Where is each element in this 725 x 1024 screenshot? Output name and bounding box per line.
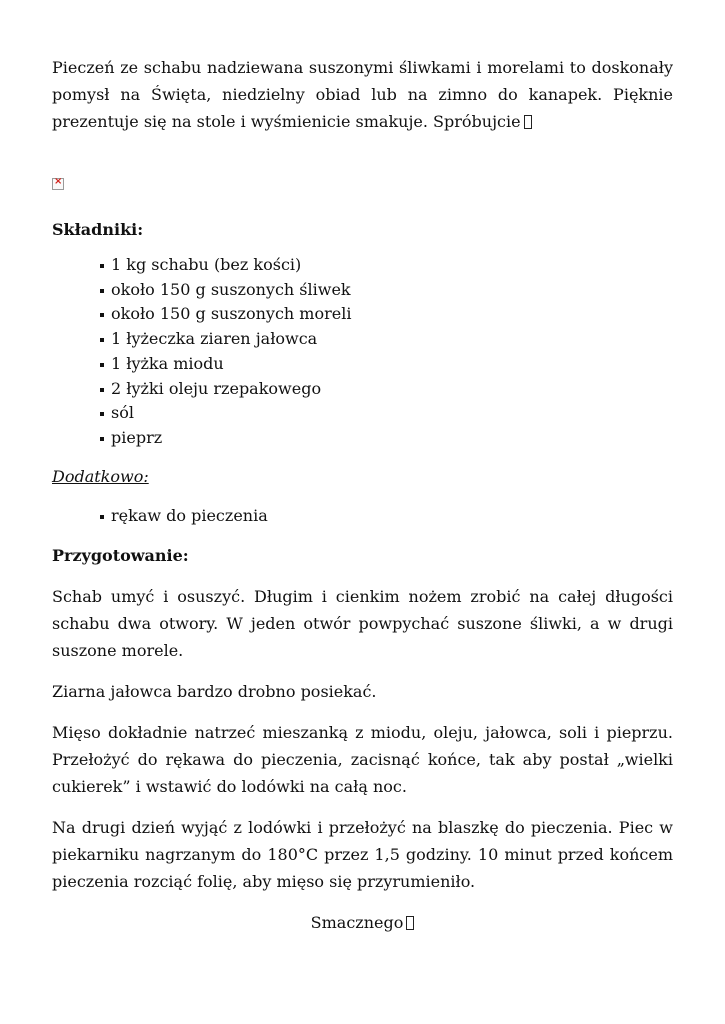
list-item: 1 łyżeczka ziaren jałowca bbox=[99, 327, 673, 352]
list-item: 1 kg schabu (bez kości) bbox=[99, 253, 673, 278]
extra-label: Dodatkowo: bbox=[52, 466, 149, 486]
extra-list bbox=[52, 504, 673, 529]
missing-emoji-icon bbox=[406, 916, 414, 930]
ingredients-heading: Składniki: bbox=[52, 220, 144, 239]
list-item: około 150 g suszonych śliwek bbox=[99, 278, 673, 303]
list-item: 2 łyżki oleju rzepakowego bbox=[99, 377, 673, 402]
closing-text: Smacznego bbox=[310, 913, 404, 933]
list-item: 1 łyżka miodu bbox=[99, 352, 673, 377]
step-paragraph: Na drugi dzień wyjąć z lodówki i przełożyć na blaszkę do pieczenia. Piec w piekarniku nagrzanym do 180°C przez 1,5 godziny. 10 minut przed końcem pieczenia rozciąć folię, aby mięso się przyrumieniło. bbox=[52, 818, 673, 892]
list-item: rękaw do pieczenia bbox=[99, 504, 673, 529]
broken-image-icon: × bbox=[52, 178, 64, 190]
recipe-document bbox=[52, 54, 673, 936]
intro-text: Pieczeń ze schabu nadziewana suszonymi śliwkami i morelami to doskonały pomysł na Święta, niedzielny obiad lub na zimno do kanapek. Pięknie prezentuje się na stole i wyśmienicie smakuje. Spróbujcie bbox=[52, 58, 673, 131]
step-paragraph: Schab umyć i osuszyć. Długim i cienkim nożem zrobić na całej długości schabu dwa otwory. W jeden otwór powpychać suszone śliwki, a w drugi suszone morele. bbox=[52, 587, 673, 661]
intro-paragraph bbox=[52, 54, 673, 135]
missing-emoji-icon bbox=[524, 115, 532, 129]
step-paragraph: Mięso dokładnie natrzeć mieszanką z miodu, oleju, jałowca, soli i pieprzu. Przełożyć do rękawa do pieczenia, zacisnąć końce, tak aby postał „wielki cukierek” i wstawić do lodówki na całą noc. bbox=[52, 723, 673, 797]
closing-line bbox=[52, 909, 673, 936]
list-item: około 150 g suszonych moreli bbox=[99, 302, 673, 327]
preparation-heading: Przygotowanie: bbox=[52, 546, 189, 566]
step-paragraph: Ziarna jałowca bardzo drobno posiekać. bbox=[52, 682, 377, 702]
ingredients-list bbox=[52, 253, 673, 451]
list-item: sól bbox=[99, 401, 673, 426]
list-item: pieprz bbox=[99, 426, 673, 451]
